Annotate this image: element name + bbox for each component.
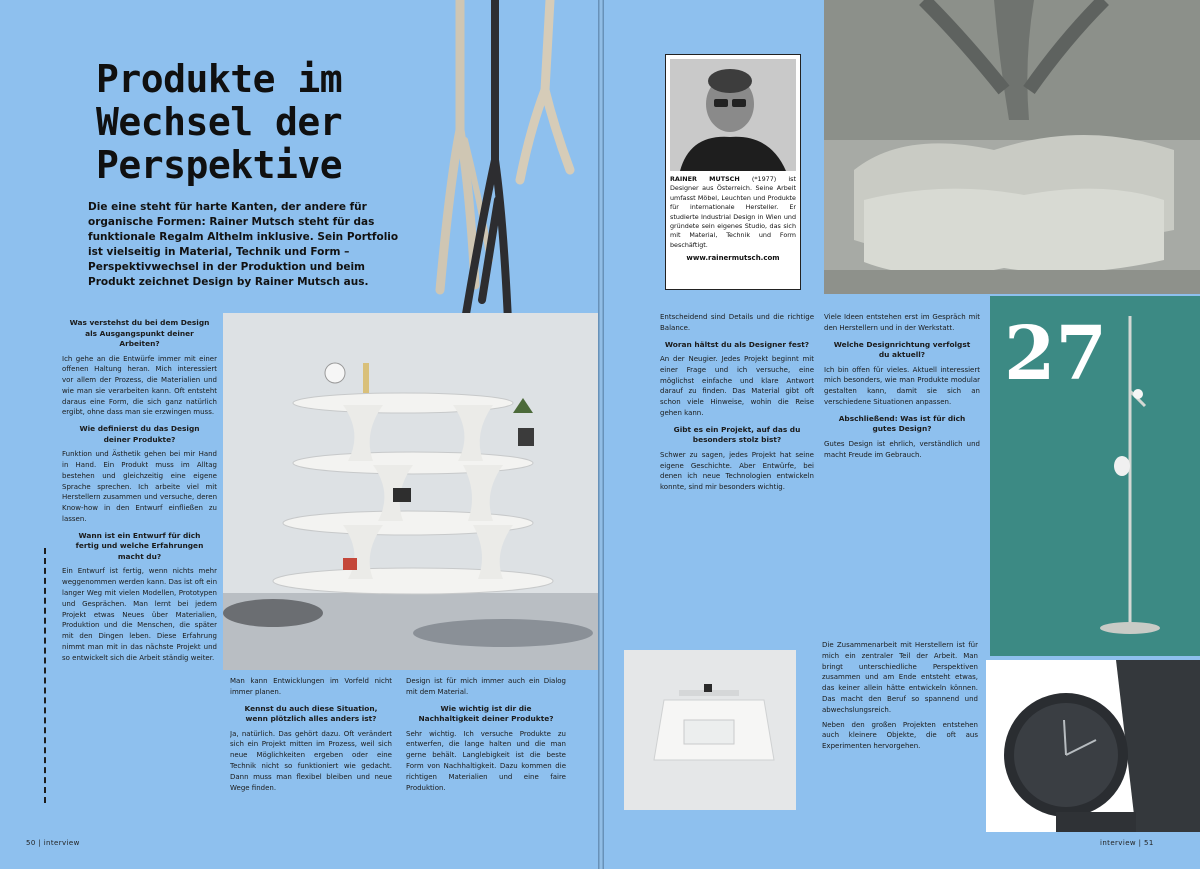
text-column-right (406, 676, 566, 834)
question: Woran hältst du als Designer fest? (664, 339, 810, 349)
page-number-graphic: 27 (1004, 311, 1107, 397)
answer-paragraph: Man kann Entwicklungen im Vorfeld nicht immer planen. (230, 677, 392, 696)
page-folio-right: interview | 51 (1100, 839, 1154, 847)
author-bio-box (665, 54, 801, 290)
answer-paragraph: Viele Ideen entstehen erst im Gespräch mit den Herstellern und in der Werkstatt. (824, 313, 980, 332)
page-title (96, 58, 416, 187)
question: Was verstehst du bei dem Design als Ausgangspunkt deiner Arbeiten? (69, 318, 210, 348)
watch-graphic (986, 660, 1200, 832)
intro-text: Die eine steht für harte Kanten, der andere für organische Formen: Rainer Mutsch steht für das funktionale Regalm Althelm inklusive. Sein Portfolio ist vielseitig in Material, Technik und Form – Perspektivwechsel in der Produktion und beim Produkt zeichnet Design by Rainer Mutsch aus. (88, 201, 399, 288)
portrait-graphic (670, 59, 796, 171)
answer-paragraph: Gutes Design ist ehrlich, verständlich und macht Freude im Gebrauch. (824, 439, 980, 459)
text-column-a (660, 312, 814, 634)
question: Welche Designrichtung verfolgst du aktuell? (833, 339, 971, 360)
answer-paragraph: Design ist für mich immer auch ein Dialog mit dem Material. (406, 677, 566, 696)
question: Wie definierst du das Design deiner Produkte? (79, 424, 200, 444)
decorative-dashed-line (44, 548, 46, 803)
author-portrait (670, 59, 796, 171)
answer-paragraph: Sehr wichtig. Ich versuche Produkte zu entwerfen, die lange halten und die man gerne behält. Langlebigkeit ist die beste Form von Nachhaltigkeit. Dazu kommen die richtigen Materialien und eine faire Produktion. (406, 729, 566, 792)
author-bio-text: (*1977) ist Designer aus Österreich. Seine Arbeit umfasst Möbel, Leuchten und Produkte für internationale Hersteller. Er studierte Industrial Design in Wien und gründete sein eigenes Studio, das sich mit Material, Technik und Form beschäftigt. (670, 175, 796, 249)
author-name: RAINER MUTSCH (670, 175, 740, 183)
right-page (604, 0, 1200, 869)
author-website-link[interactable]: www.rainermutsch.com (686, 254, 780, 263)
text-column-middle (230, 676, 392, 834)
title-line-3: Perspektive (96, 143, 343, 187)
question: Kennst du auch diese Situation, wenn plötzlich alles anders ist? (244, 703, 378, 724)
question: Wie wichtig ist dir die Nachhaltigkeit deiner Produkte? (418, 703, 554, 724)
sofa-graphic (824, 0, 1200, 294)
title-line-1: Produkte im (96, 57, 343, 101)
sofa-photo (824, 0, 1200, 294)
page-folio-left: 50 | interview (26, 839, 80, 847)
answer-paragraph: Ich gehe an die Entwürfe immer mit einer offenen Haltung heran. Mich interessiert vor allem der Prozess, die Materialien und wie man sie verarbeiten kann. Oft entsteht daraus eine Form, die sich ganz natürlich ergibt, ohne dass man sie erzwingen muss. (62, 354, 217, 417)
question: Wann ist ein Entwurf für dich fertig und welche Erfahrungen macht du? (75, 530, 204, 561)
answer-paragraph: Entscheidend sind Details und die richtige Balance. (660, 313, 814, 332)
shelf-graphic (223, 313, 598, 670)
answer-paragraph: Schwer zu sagen, jedes Projekt hat seine eigene Geschichte. Aber Entwürfe, bei denen ich neue Technologien entwickeln konnte, sind mir besonders wichtig. (660, 450, 814, 492)
shelf-photo (223, 313, 598, 670)
answer-paragraph: Die Zusammenarbeit mit Herstellern ist für mich ein zentraler Teil der Arbeit. Man bringt unterschiedliche Perspektiven zusammen und am Ende entsteht etwas, das keiner allein hätte entwickeln können. Das macht den Beruf so spannend und abwechslungsreich. (822, 641, 978, 714)
answer-paragraph: Funktion und Ästhetik gehen bei mir Hand in Hand. Ein Produkt muss im Alltag bestehen und gleichzeitig eine eigene Sprache sprechen. Ich arbeite viel mit Herstellern zusammen und versuche, deren Know-how in den Entwurf einfließen zu lassen. (62, 450, 217, 524)
text-column-left (62, 312, 217, 834)
answer-paragraph: Ja, natürlich. Das gehört dazu. Oft verändert sich ein Projekt mitten im Prozess, weil sich neue Möglichkeiten ergeben oder eine Technik nicht so funktioniert wie gedacht. Dann muss man flexibel bleiben und neue Wege finden. (230, 729, 392, 792)
author-bio (670, 175, 796, 250)
answer-paragraph: Neben den großen Projekten entstehen auch kleinere Objekte, die oft aus Experimenten hervorgehen. (822, 720, 978, 751)
text-column-c (822, 640, 978, 830)
title-line-2: Wechsel der (96, 100, 343, 144)
left-page (0, 0, 598, 869)
wall-shelf-photo (624, 650, 796, 810)
watch-photo (986, 660, 1200, 832)
text-column-b (824, 312, 980, 634)
wall-shelf-graphic (624, 650, 796, 810)
answer-paragraph: Ich bin offen für vieles. Aktuell interessiert mich besonders, wie man Produkte modular gestalten kann, damit sie sich an verschiedene Situationen anpassen. (824, 365, 980, 406)
answer-paragraph: An der Neugier. Jedes Projekt beginnt mit einer Frage und ich versuche, eine möglichst einfache und klare Antwort darauf zu finden. Das Material gibt oft schon viele Hinweise, wohin die Reise gehen kann. (660, 355, 814, 418)
question: Gibt es ein Projekt, auf das du besonders stolz bist? (673, 424, 801, 445)
question: Abschließend: Was ist für dich gutes Design? (838, 413, 966, 434)
answer-paragraph: Ein Entwurf ist fertig, wenn nichts mehr weggenommen werden kann. Das ist oft ein langer Weg mit vielen Modellen, Prototypen und Gesprächen. Man lernt bei jedem Projekt etwas Neues über Materialien, Produktion und die Menschen, die später mit den Dingen leben. Diese Erfahrung nimmt man mit in das nächste Projekt und so entwickelt sich die Arbeit ständig weiter. (62, 567, 217, 662)
